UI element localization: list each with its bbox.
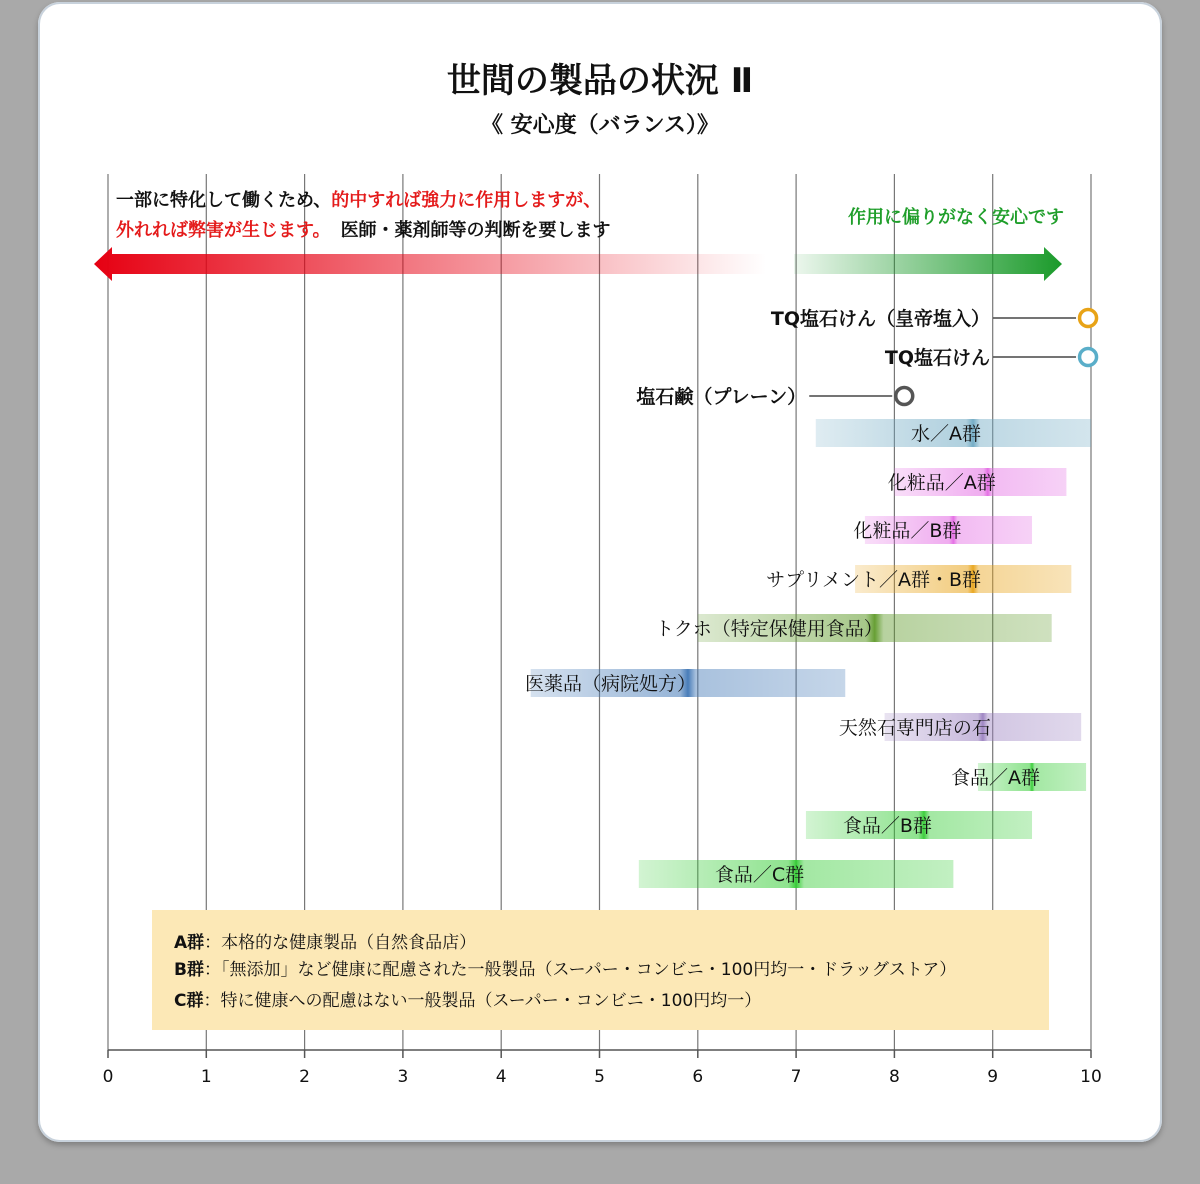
legend-a (174, 932, 476, 953)
x-tick-label-4: 4 (495, 1067, 507, 1087)
point-label-2: 塩石鹸（プレーン） (636, 386, 807, 408)
x-axis (103, 1050, 1102, 1087)
point-marker-1 (1080, 349, 1097, 366)
legend-a-key: A群 (174, 933, 205, 953)
point-label-1: TQ塩石けん (884, 347, 991, 369)
left-note-line1-plain: 一部に特化して働くため、 (116, 190, 332, 211)
range-bar-label-4: トクホ（特定保健用食品） (655, 618, 883, 640)
legend-b-key: B群 (174, 960, 204, 980)
range-bar-label-7: 食品／A群 (951, 767, 1041, 789)
x-tick-label-5: 5 (594, 1067, 605, 1087)
legend-b (174, 959, 956, 980)
direction-arrows (94, 247, 1062, 281)
point-markers (636, 307, 1096, 408)
range-bar-label-3: サプリメント／A群・B群 (766, 569, 982, 591)
chart-title: 世間の製品の状況 Ⅱ (446, 61, 754, 101)
x-tick-label-9: 9 (987, 1067, 999, 1087)
chart-card (38, 2, 1162, 1142)
x-tick-label-2: 2 (299, 1067, 311, 1087)
legend-c-key: C群 (174, 991, 204, 1011)
range-bar-label-5: 医薬品（病院処方） (524, 673, 696, 695)
left-note-line2-red: 外れれば弊害が生じます。 (116, 220, 331, 241)
range-bar-label-0: 水／A群 (911, 423, 982, 445)
legend-c (174, 990, 761, 1011)
chart-subtitle: 《 安心度（バランス）》 (480, 113, 720, 138)
range-bar-label-6: 天然石専門店の石 (838, 717, 991, 739)
point-marker-0 (1080, 310, 1097, 327)
red-arrow (94, 247, 766, 281)
range-bar-label-8: 食品／B群 (842, 815, 932, 837)
x-tick-label-0: 0 (102, 1067, 114, 1087)
x-tick-label-7: 7 (790, 1067, 802, 1087)
x-tick-label-1: 1 (200, 1067, 212, 1087)
x-tick-label-10: 10 (1080, 1067, 1102, 1087)
legend-b-text: ：「無添加」など健康に配慮された一般製品（スーパー・コンビニ・100円均一・ドラッグストア） (203, 960, 957, 980)
range-bar-label-9: 食品／C群 (714, 864, 805, 886)
left-note-line2 (116, 219, 611, 241)
point-label-0: TQ塩石けん（皇帝塩入） (770, 308, 991, 330)
point-marker-2 (896, 388, 913, 405)
green-arrow (794, 247, 1062, 281)
right-note: 作用に偏りがなく安心です (848, 207, 1064, 228)
range-bar-label-1: 化粧品／A群 (887, 472, 996, 494)
range-bar-label-2: 化粧品／B群 (853, 520, 962, 542)
legend-a-text: ：本格的な健康製品（自然食品店） (204, 933, 477, 953)
x-tick-label-3: 3 (397, 1067, 409, 1087)
left-note-line1 (116, 189, 601, 211)
range-bars (525, 419, 1091, 888)
x-tick-label-8: 8 (888, 1067, 900, 1087)
left-note-line1-red: 的中すれば強力に作用しますが、 (331, 190, 602, 211)
chart-svg (38, 2, 1162, 1142)
left-note-line2-plain: 医師・薬剤師等の判断を要します (340, 220, 611, 241)
x-tick-label-6: 6 (692, 1067, 704, 1087)
legend-c-text: ：特に健康への配慮はない一般製品（スーパー・コンビニ・100円均一） (203, 991, 762, 1011)
